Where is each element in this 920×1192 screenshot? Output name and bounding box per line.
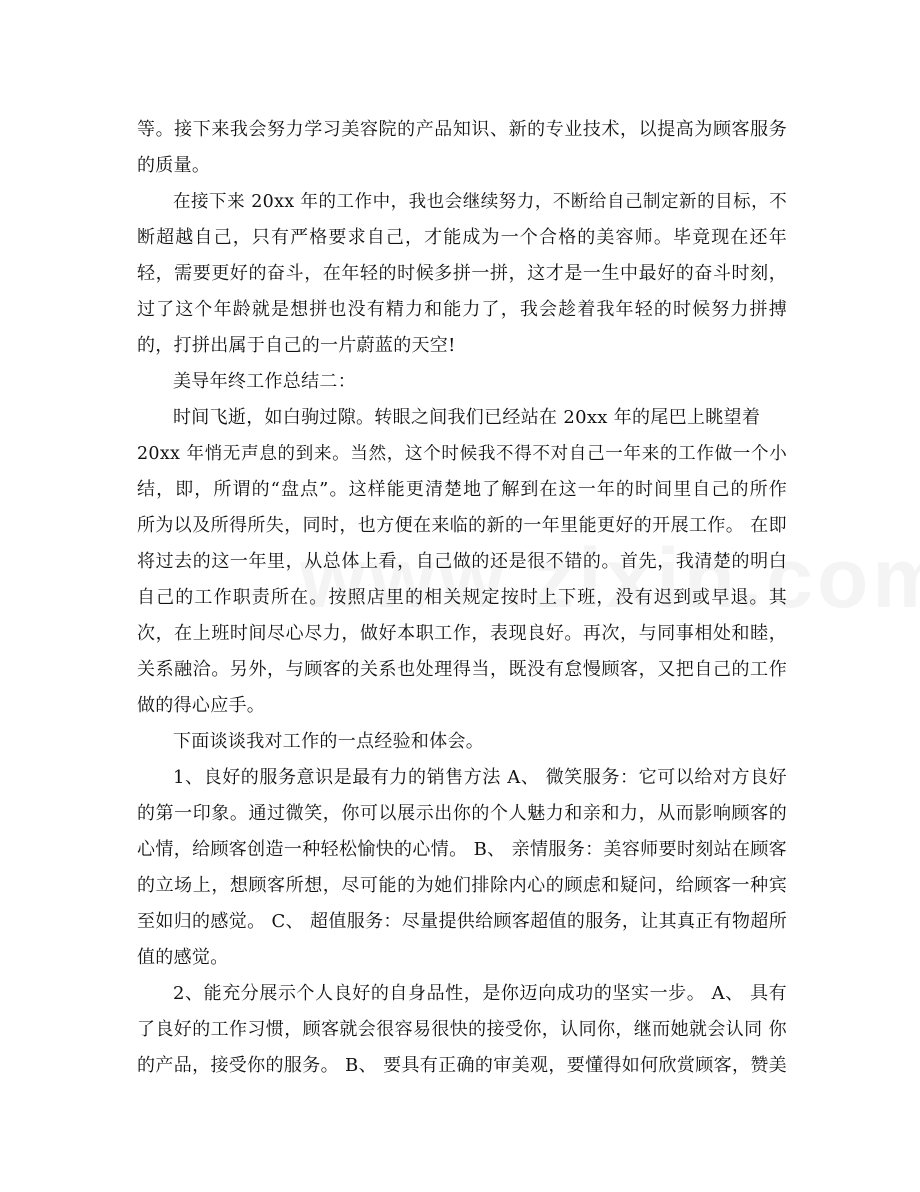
section-heading: 美导年终工作总结二： bbox=[173, 371, 356, 392]
text-line: 所为以及所得所失，同时，也方便在来临的新的一年里能更好的开展工作。 在即 bbox=[137, 515, 787, 536]
paragraph-start: 在接下来 20xx 年的工作中，我也会继续努力，不断给自己制定新的目标，不 bbox=[173, 192, 787, 212]
text-line: 值的感觉。 bbox=[137, 947, 229, 968]
text-line: 了良好的工作习惯，顾客就会很容易很快的接受你，认同你，继而她就会认同 你 bbox=[137, 1019, 787, 1040]
text-line: 将过去的这一年里，从总体上看，自己做的还是很不错的。首先，我清楚的明白 bbox=[137, 551, 787, 572]
text-line: 次，在上班时间尽心尽力，做好本职工作，表现良好。再次，与同事相处和睦， bbox=[137, 623, 787, 644]
text-line: 过了这个年龄就是想拼也没有精力和能力了，我会趁着我年轻的时候努力拼搏 bbox=[137, 299, 787, 320]
text-line: 的产品，接受你的服务。 B、 要具有正确的审美观，要懂得如何欣赏顾客，赞美 bbox=[137, 1055, 787, 1076]
text-line: 心情，给顾客创造一种轻松愉快的心情。 B、 亲情服务：美容师要时刻站在顾客 bbox=[137, 839, 787, 860]
text-line: 自己的工作职责所在。按照店里的相关规定按时上下班，没有迟到或早退。其 bbox=[137, 587, 787, 608]
text-line: 的第一印象。通过微笑，你可以展示出你的个人魅力和亲和力，从而影响顾客的 bbox=[137, 803, 787, 824]
text-line: 的质量。 bbox=[137, 155, 211, 176]
paragraph-start: 时间飞逝，如白驹过隙。转眼之间我们已经站在 20xx 年的尾巴上眺望着 bbox=[173, 407, 761, 428]
text-line: 关系融洽。另外，与顾客的关系也处理得当，既没有怠慢顾客，又把自己的工作 bbox=[137, 659, 787, 680]
paragraph-start: 1、良好的服务意识是最有力的销售方法 A、 微笑服务：它可以给对方良好 bbox=[173, 767, 787, 788]
text-line: 结，即，所谓的“盘点”。这样能更清楚地了解到在这一年的时间里自己的所作 bbox=[137, 479, 787, 500]
text-line: 做的得心应手。 bbox=[137, 695, 266, 716]
text-line: 至如归的感觉。 C、 超值服务：尽量提供给顾客超值的服务，让其真正有物超所 bbox=[137, 911, 787, 932]
text-line: 的，打拼出属于自己的一片蔚蓝的天空! bbox=[137, 335, 456, 356]
text-line: 断超越自己，只有严格要求自己，才能成为一个合格的美容师。毕竟现在还年 bbox=[137, 227, 787, 248]
paragraph-start: 2、能充分展示个人良好的自身品性，是你迈向成功的坚实一步。 A、 具有 bbox=[173, 983, 787, 1004]
text-line: 20xx 年悄无声息的到来。当然，这个时候我不得不对自己一年来的工作做一个小 bbox=[137, 444, 787, 464]
text-line: 轻，需要更好的奋斗，在年轻的时候多拼一拼，这才是一生中最好的奋斗时刻， bbox=[137, 263, 787, 284]
text-line: 等。接下来我会努力学习美容院的产品知识、新的专业技术，以提高为顾客服务 bbox=[137, 119, 787, 140]
paragraph-start: 下面谈谈我对工作的一点经验和体会。 bbox=[173, 731, 485, 752]
text-line: 的立场上，想顾客所想，尽可能的为她们排除内心的顾虑和疑问，给顾客一种宾 bbox=[137, 875, 787, 896]
